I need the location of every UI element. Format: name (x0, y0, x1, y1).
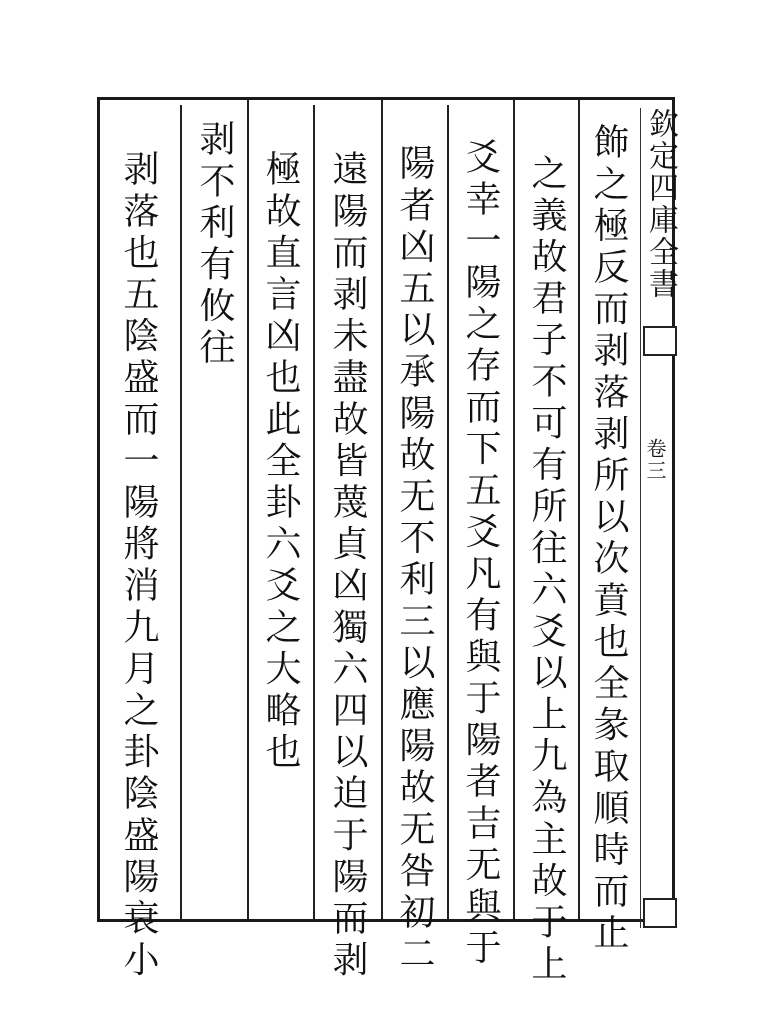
column-rule (247, 100, 249, 919)
margin-title-strip (640, 108, 677, 928)
fishtail-mark (643, 898, 677, 928)
text-column-7: 剥不利有攸往 (194, 120, 235, 370)
column-rule (313, 105, 315, 920)
text-column-3: 爻幸一陽之存而下五爻凡有與于陽者吉无與于 (460, 138, 501, 970)
text-column-4: 陽者凶五以承陽故无不利三以應陽故无咎初二 (394, 144, 435, 976)
column-rule (513, 100, 515, 919)
text-column-1: 飾之極反而剥落剥所以次賁也全彖取順時而止 (588, 123, 629, 955)
column-rule (447, 105, 449, 920)
text-column-5: 遠陽而剥未盡故皆蔑貞凶獨六四以迫于陽而剥 (327, 150, 368, 982)
text-column-2: 之義故君子不可有所往六爻以上九為主故于上 (526, 154, 567, 986)
text-column-8: 剥落也五陰盛而一陽將消九月之卦陰盛陽衰小 (118, 150, 159, 982)
book-title: 欽定四庫全書 (643, 108, 678, 300)
text-column-6: 極故直言凶也此全卦六爻之大略也 (260, 150, 301, 774)
fishtail-mark (643, 326, 677, 356)
volume-label: 卷三 (643, 438, 667, 482)
column-rule (578, 100, 580, 919)
column-rule (381, 100, 383, 919)
column-rule (180, 105, 182, 920)
